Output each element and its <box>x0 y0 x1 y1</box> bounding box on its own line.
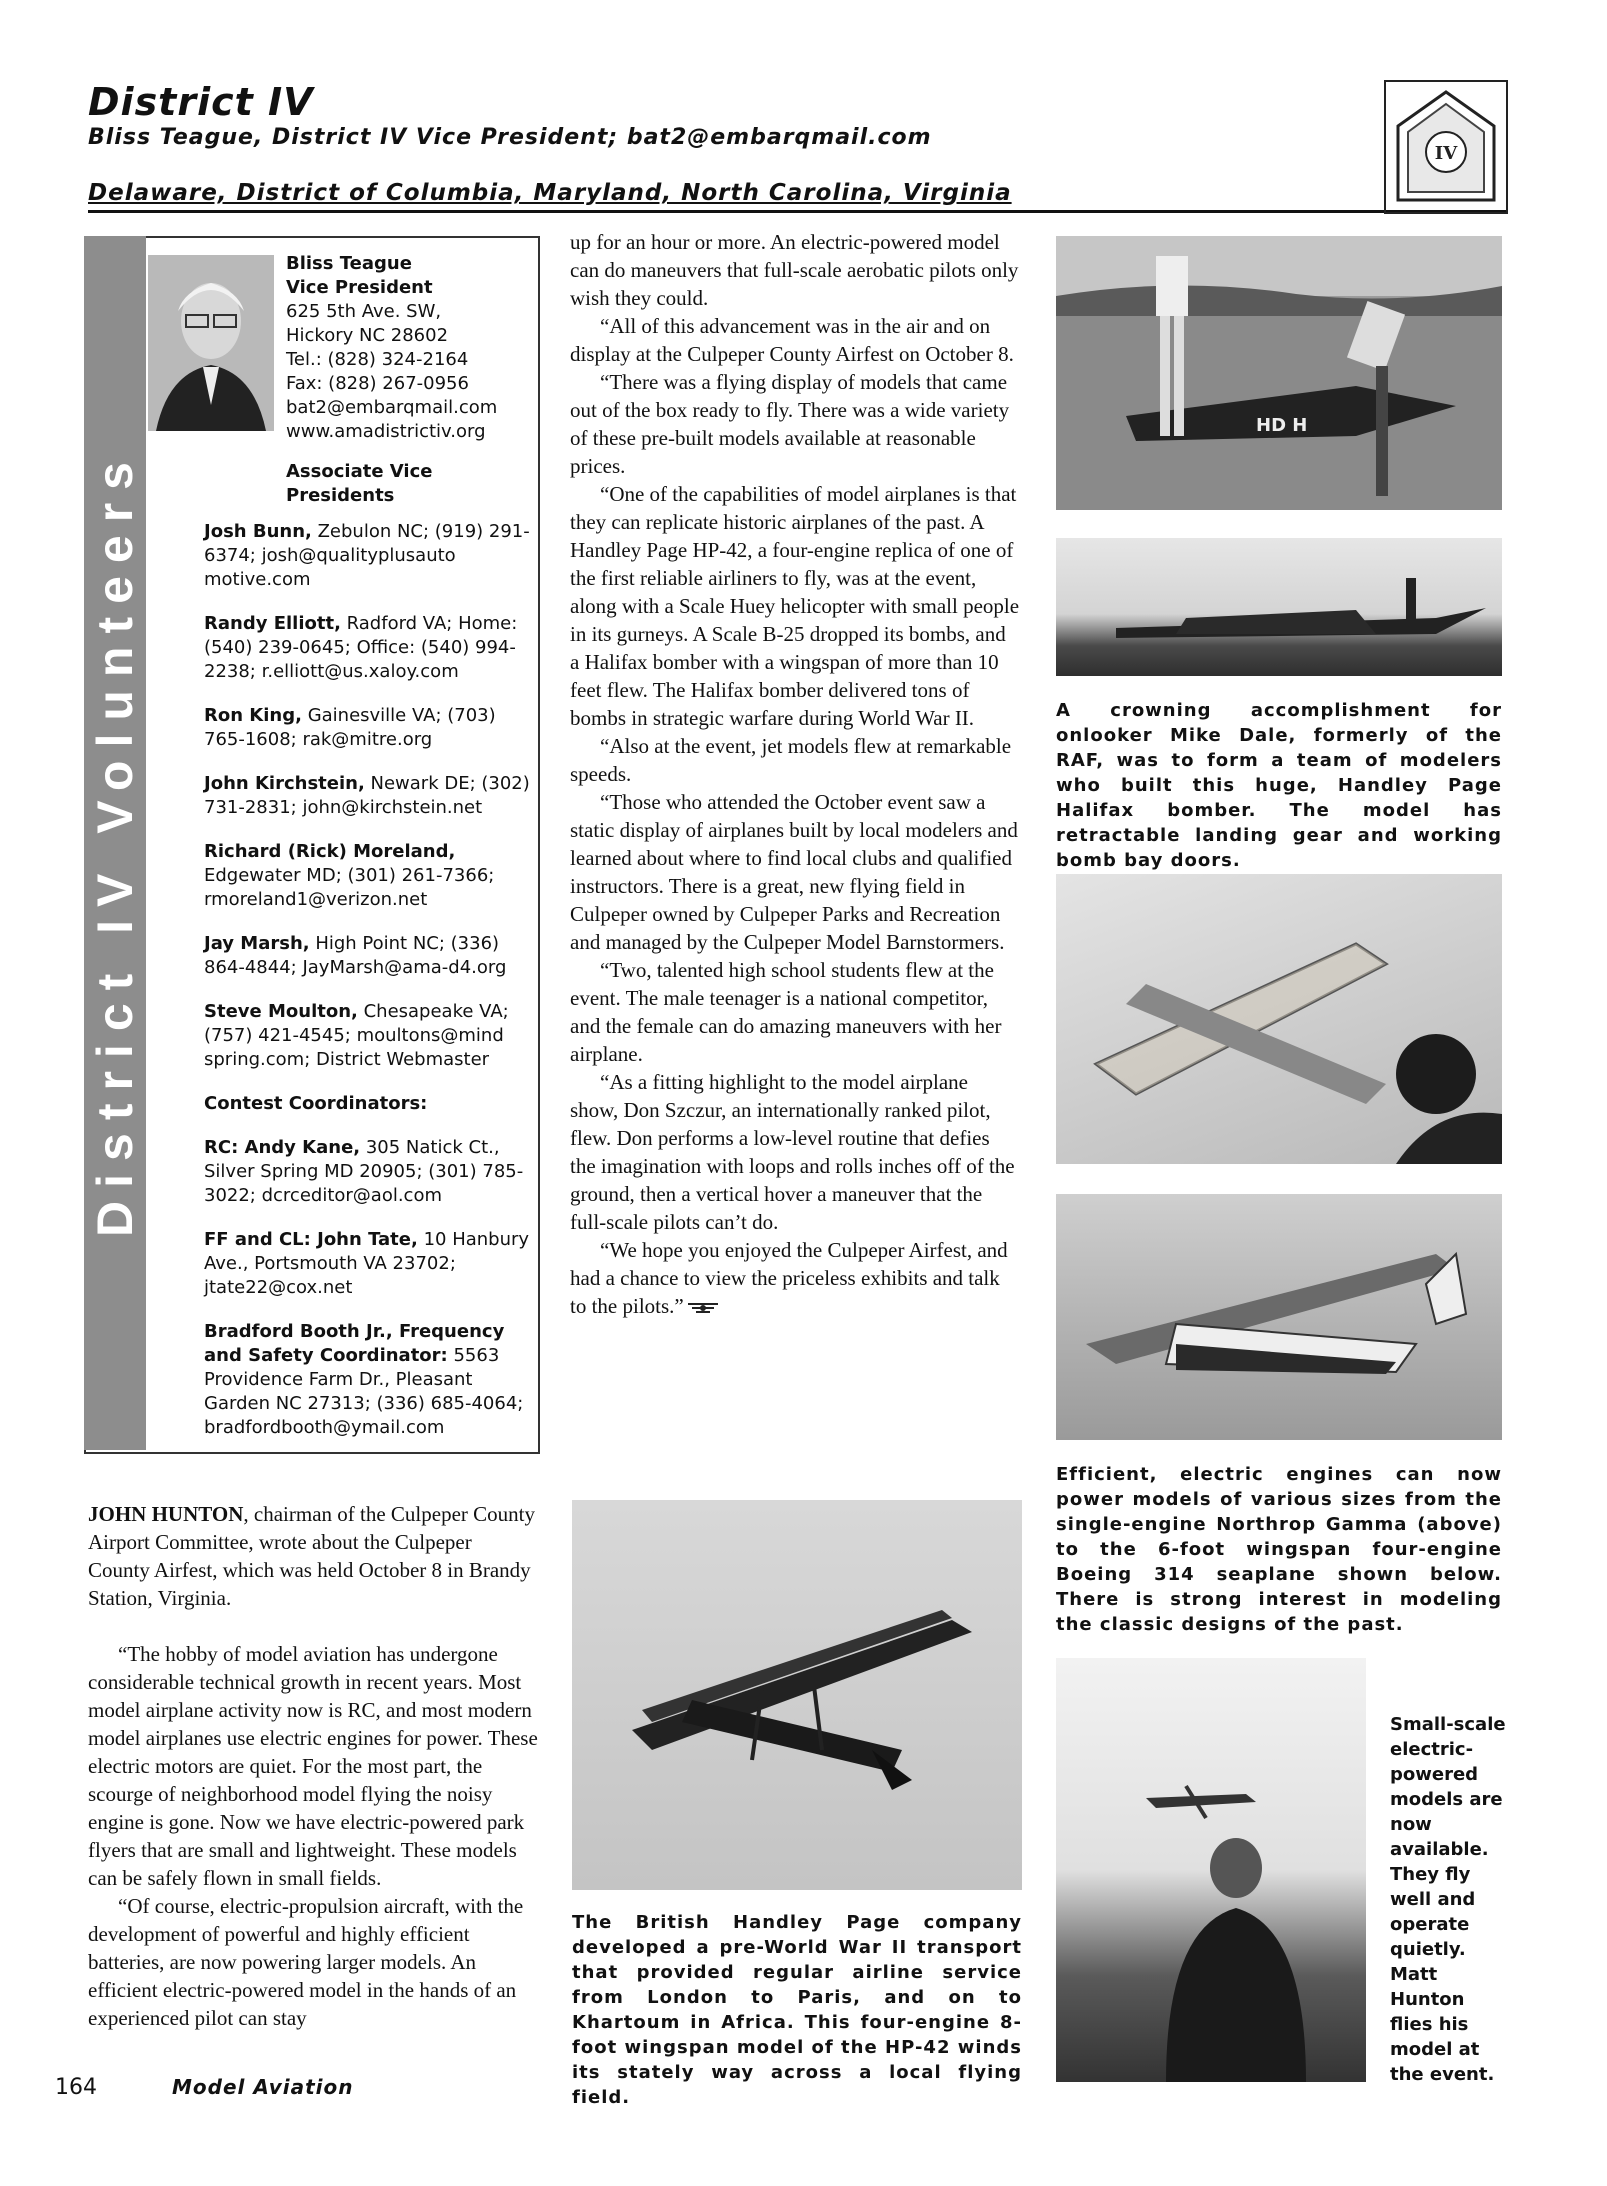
vp-website: www.amadistrictiv.org <box>286 421 486 442</box>
article-paragraph: “There was a flying display of models that came out of the box ready to fly. There was a wide variety of these pre-built models available at reasonable prices. <box>570 370 1010 478</box>
assoc-vp-heading: Associate Vice Presidents <box>286 461 433 506</box>
contact-entry: Richard (Rick) Moreland, Edgewater MD; (301) 261-7366; rmoreland1@verizon.net <box>204 841 495 910</box>
magazine-name: Model Aviation <box>172 2075 354 2099</box>
svg-text:IV: IV <box>1434 143 1458 164</box>
sidebar-vertical-title: District IV Volunteers <box>87 449 143 1237</box>
vp-address2: Hickory NC 28602 <box>286 325 449 346</box>
article-paragraph: “One of the capabilities of model airplanes is that they can replicate historic airplanes of the past. A Handley Page HP-42, a four-engine replica of one of the first reliable airliners to fly, was at the event, along with a Scale Huey helicopter with small people in its gurneys. A Scale B-25 dropped its bombs, and a Halifax bomber with a wingspan of more than 10 feet flew. The Halifax bomber delivered tons of bombs in strategic warfare during World War II. <box>570 482 1020 730</box>
handley-page-hp42-photo <box>572 1500 1022 1890</box>
vp-portrait-photo <box>148 255 274 431</box>
vp-contact-block <box>286 252 526 444</box>
header-rule <box>88 210 1506 213</box>
contact-entry: Josh Bunn, Zebulon NC; (919) 291-6374; josh@qualityplusauto motive.com <box>204 521 530 590</box>
vp-tel: Tel.: (828) 324-2164 <box>286 349 469 370</box>
matt-hunton-photo <box>1056 1658 1366 2082</box>
page-title: District IV <box>88 80 314 124</box>
page-subtitle: Bliss Teague, District IV Vice President; bat2@embarqmail.com <box>88 125 932 150</box>
contact-entry: Jay Marsh, High Point NC; (336) 864-4844; JayMarsh@ama-d4.org <box>204 933 507 978</box>
coordinator-entry: FF and CL: John Tate, 10 Hanbury Ave., Portsmouth VA 23702; jtate22@cox.net <box>204 1229 530 1298</box>
vp-address1: 625 5th Ave. SW, <box>286 301 442 322</box>
vp-name: Bliss Teague <box>286 253 412 274</box>
article-paragraph: “As a fitting highlight to the model airplane show, Don Szczur, an internationally ranked pilot, flew. Don performs a low-level routine that defies the imagination with loops and rolls inches off of the ground, then a vertical hover a maneuver that the full-scale pilots can’t do. <box>570 1070 1015 1234</box>
coordinator-entry: Bradford Booth Jr., Frequency and Safety Coordinator: 5563 Providence Farm Dr., Pleasant Garden NC 27313; (336) 685-4064; bradfordbooth@ymail.com <box>204 1321 524 1438</box>
halifax-side-photo <box>1056 538 1502 676</box>
article-paragraph: “We hope you enjoyed the Culpeper Airfest, and had a chance to view the priceless exhibits and talk to the pilots.” <box>570 1238 1008 1318</box>
article-paragraph: “Two, talented high school students flew at the event. The male teenager is a national competitor, and the female can do amazing maneuvers with her airplane. <box>570 958 1002 1066</box>
article-paragraph: JOHN HUNTON, chairman of the Culpeper County Airport Committee, wrote about the Culpeper County Airfest, which was held October 8 in Brandy Station, Virginia. <box>88 1502 535 1610</box>
article-column-1 <box>88 1500 538 2032</box>
boeing-314-photo <box>1056 1194 1502 1440</box>
halifax-caption: A crowning accomplishment for onlooker Mike Dale, formerly of the RAF, was to form a team of modelers who built this huge, Handley Page Halifax bomber. The model has retractable landing gear and working bomb bay doors. <box>1056 700 1502 871</box>
article-paragraph: “All of this advancement was in the air and on display at the Culpeper County Airfest on October 8. <box>570 314 1014 366</box>
halifax-ground-photo <box>1056 236 1502 510</box>
article-paragraph: “The hobby of model aviation has undergone considerable technical growth in recent years. Most model airplane activity now is RC, and most modern model airplanes use electric engines for power. These electric motors are quiet. For the most part, the scourge of neighborhood model flying the noisy engine is gone. Now we have electric-powered park flyers that are small and lightweight. These models can be safely flown in small fields. <box>88 1642 538 1890</box>
small-scale-caption: Small-scale electric-powered models are now available. They fly well and operate quietly. Matt Hunton flies his model at the event. <box>1390 1714 1506 2085</box>
article-column-2 <box>570 228 1020 1320</box>
svg-text:HD H: HD H <box>1256 415 1308 436</box>
ama-wings-icon <box>688 1300 718 1316</box>
contact-entry: Steve Moulton, Chesapeake VA; (757) 421-4545; moultons@mind spring.com; District Webmaster <box>204 1001 509 1070</box>
article-paragraph: up for an hour or more. An electric-powered model can do maneuvers that full-scale aerobatic pilots only wish they could. <box>570 230 1019 310</box>
article-paragraph: “Also at the event, jet models flew at remarkable speeds. <box>570 734 1012 786</box>
efficient-engines-caption: Efficient, electric engines can now power models of various sizes from the single-engine Northrop Gamma (above) to the 6-foot wingspan four-engine Boeing 314 seaplane shown below. There is strong interest in modeling the classic designs of the past. <box>1056 1464 1502 1635</box>
page-number: 164 <box>55 2075 97 2100</box>
vp-role: Vice President <box>286 277 433 298</box>
contact-entry: John Kirchstein, Newark DE; (302) 731-2831; john@kirchstein.net <box>204 773 530 818</box>
northrop-gamma-photo <box>1056 874 1502 1164</box>
vp-fax: Fax: (828) 267-0956 <box>286 373 469 394</box>
contest-coordinators-heading: Contest Coordinators: <box>204 1093 428 1114</box>
district-states: Delaware, District of Columbia, Maryland, North Carolina, Virginia <box>88 180 1012 206</box>
handley-page-caption: The British Handley Page company developed a pre-World War II transport that provided regular airline service from London to Paris, and on to Khartoum in Africa. This four-engine 8-foot wingspan model of the HP-42 winds its stately way across a local flying field. <box>572 1912 1022 2108</box>
contact-entry: Randy Elliott, Radford VA; Home: (540) 239-0645; Office: (540) 994-2238; r.elliott@us.xaloy.com <box>204 613 518 682</box>
article-paragraph: “Of course, electric-propulsion aircraft, with the development of powerful and highly efficient batteries, are now powering larger models. An efficient electric-powered model in the hands of an experienced pilot can stay <box>88 1894 524 2030</box>
vp-email: bat2@embarqmail.com <box>286 397 498 418</box>
coordinator-entry: RC: Andy Kane, 305 Natick Ct., Silver Spring MD 20905; (301) 785-3022; dcrceditor@aol.com <box>204 1137 524 1206</box>
article-paragraph: “Those who attended the October event saw a static display of airplanes built by local modelers and learned about where to find local clubs and qualified instructors. There is a great, new flying field in Culpeper owned by Culpeper Parks and Recreation and managed by the Culpeper Model Barnstormers. <box>570 790 1018 954</box>
contact-entry: Ron King, Gainesville VA; (703) 765-1608; rak@mitre.org <box>204 705 496 750</box>
contacts-list <box>204 520 530 1460</box>
district-iv-seal-icon <box>1384 80 1508 214</box>
